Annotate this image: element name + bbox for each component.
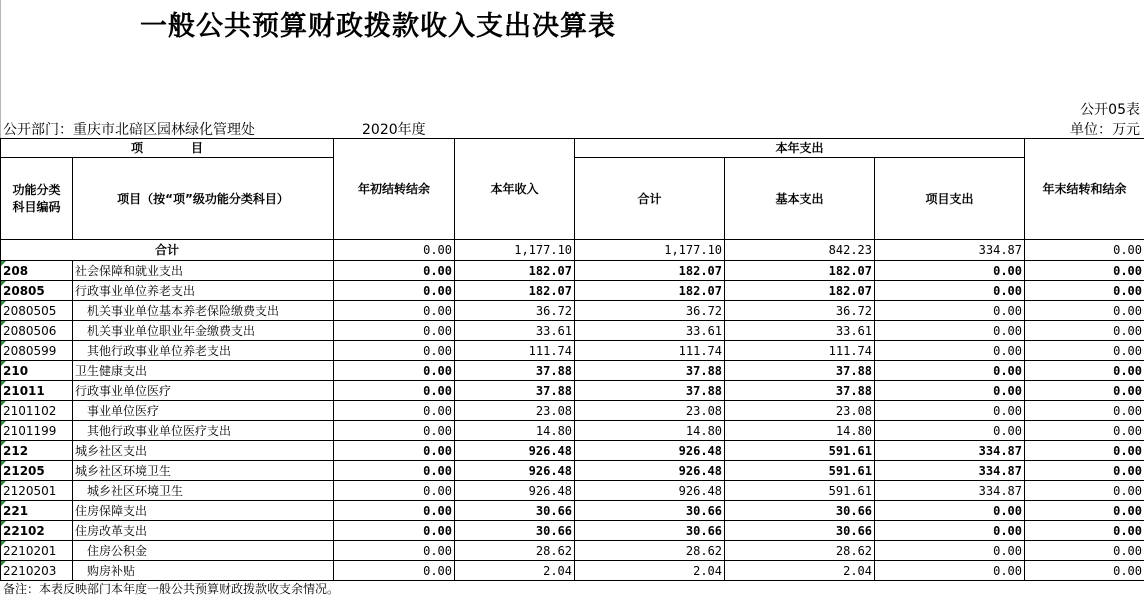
row-project: 0.00 (875, 401, 1025, 421)
total-end-balance: 0.00 (1025, 240, 1144, 261)
row-end-balance: 0.00 (1025, 561, 1144, 581)
row-basic: 111.74 (725, 341, 875, 361)
row-end-balance: 0.00 (1025, 281, 1144, 301)
row-name: 城乡社区支出 (73, 441, 334, 461)
row-code: 2101199 (1, 421, 73, 441)
header-total: 合计 (575, 158, 725, 240)
row-end-balance: 0.00 (1025, 461, 1144, 481)
table-row (1, 321, 1144, 341)
header-item: 项目（按“项”级功能分类科目） (73, 158, 334, 240)
total-basic: 842.23 (725, 240, 875, 261)
row-expense: 926.48 (575, 481, 725, 501)
row-end-balance: 0.00 (1025, 321, 1144, 341)
row-name: 其他行政事业单位养老支出 (73, 341, 334, 361)
row-project: 0.00 (875, 321, 1025, 341)
row-expense: 111.74 (575, 341, 725, 361)
row-income: 2.04 (455, 561, 575, 581)
table-row (1, 401, 1144, 421)
row-project: 334.87 (875, 461, 1025, 481)
header-row-1 (1, 139, 1144, 158)
row-begin-balance: 0.00 (334, 461, 455, 481)
row-expense: 30.66 (575, 521, 725, 541)
row-expense: 23.08 (575, 401, 725, 421)
row-income: 926.48 (455, 441, 575, 461)
row-name: 住房保障支出 (73, 501, 334, 521)
row-name: 城乡社区环境卫生 (73, 481, 334, 501)
total-income: 1,177.10 (455, 240, 575, 261)
row-basic: 30.66 (725, 521, 875, 541)
year-label: 2020年度 (362, 122, 426, 138)
row-income: 14.80 (455, 421, 575, 441)
row-end-balance: 0.00 (1025, 341, 1144, 361)
row-basic: 182.07 (725, 281, 875, 301)
row-income: 182.07 (455, 281, 575, 301)
row-end-balance: 0.00 (1025, 541, 1144, 561)
row-expense: 926.48 (575, 461, 725, 481)
row-expense: 36.72 (575, 301, 725, 321)
table-row (1, 281, 1144, 301)
department-label: 公开部门：重庆市北碚区园林绿化管理处 (3, 122, 255, 138)
row-code: 21205 (1, 461, 73, 481)
table-row (1, 341, 1144, 361)
total-begin-balance: 0.00 (334, 240, 455, 261)
row-begin-balance: 0.00 (334, 301, 455, 321)
row-name: 住房公积金 (73, 541, 334, 561)
budget-table (0, 138, 1144, 581)
row-income: 30.66 (455, 501, 575, 521)
table-row (1, 521, 1144, 541)
header-basic: 基本支出 (725, 158, 875, 240)
row-basic: 28.62 (725, 541, 875, 561)
row-basic: 37.88 (725, 361, 875, 381)
row-name: 社会保障和就业支出 (73, 261, 334, 281)
row-project: 0.00 (875, 361, 1025, 381)
row-code: 212 (1, 441, 73, 461)
row-code: 2101102 (1, 401, 73, 421)
row-income: 111.74 (455, 341, 575, 361)
row-begin-balance: 0.00 (334, 521, 455, 541)
report-title: 一般公共预算财政拨款收入支出决算表 (140, 11, 616, 42)
row-project: 0.00 (875, 541, 1025, 561)
row-expense: 182.07 (575, 261, 725, 281)
row-begin-balance: 0.00 (334, 541, 455, 561)
row-basic: 30.66 (725, 501, 875, 521)
row-name: 事业单位医疗 (73, 401, 334, 421)
row-end-balance: 0.00 (1025, 481, 1144, 501)
table-row (1, 301, 1144, 321)
row-name: 住房改革支出 (73, 521, 334, 541)
row-expense: 14.80 (575, 421, 725, 441)
row-code: 208 (1, 261, 73, 281)
row-code: 2080599 (1, 341, 73, 361)
row-begin-balance: 0.00 (334, 421, 455, 441)
row-project: 0.00 (875, 521, 1025, 541)
row-begin-balance: 0.00 (334, 561, 455, 581)
row-begin-balance: 0.00 (334, 401, 455, 421)
sheet-left-border (0, 0, 1, 138)
row-name: 卫生健康支出 (73, 361, 334, 381)
row-code: 20805 (1, 281, 73, 301)
row-income: 33.61 (455, 321, 575, 341)
row-end-balance: 0.00 (1025, 441, 1144, 461)
row-code: 2210203 (1, 561, 73, 581)
row-income: 926.48 (455, 461, 575, 481)
row-expense: 182.07 (575, 281, 725, 301)
row-project: 0.00 (875, 421, 1025, 441)
row-end-balance: 0.00 (1025, 401, 1144, 421)
row-basic: 23.08 (725, 401, 875, 421)
row-expense: 37.88 (575, 361, 725, 381)
row-project: 0.00 (875, 341, 1025, 361)
row-code: 210 (1, 361, 73, 381)
total-label: 合计 (1, 240, 334, 261)
row-basic: 182.07 (725, 261, 875, 281)
row-income: 37.88 (455, 361, 575, 381)
row-basic: 2.04 (725, 561, 875, 581)
table-row (1, 501, 1144, 521)
row-begin-balance: 0.00 (334, 501, 455, 521)
row-end-balance: 0.00 (1025, 521, 1144, 541)
footnote: 备注：本表反映部门本年度一般公共预算财政拨款收支余情况。 (3, 582, 340, 596)
row-basic: 36.72 (725, 301, 875, 321)
row-code: 2120501 (1, 481, 73, 501)
row-begin-balance: 0.00 (334, 481, 455, 501)
row-income: 23.08 (455, 401, 575, 421)
row-basic: 37.88 (725, 381, 875, 401)
row-begin-balance: 0.00 (334, 381, 455, 401)
row-begin-balance: 0.00 (334, 261, 455, 281)
row-basic: 14.80 (725, 421, 875, 441)
row-project: 334.87 (875, 441, 1025, 461)
row-project: 0.00 (875, 281, 1025, 301)
row-expense: 30.66 (575, 501, 725, 521)
row-end-balance: 0.00 (1025, 261, 1144, 281)
total-project: 334.87 (875, 240, 1025, 261)
row-begin-balance: 0.00 (334, 361, 455, 381)
table-row (1, 421, 1144, 441)
table-row (1, 561, 1144, 581)
row-end-balance: 0.00 (1025, 381, 1144, 401)
row-end-balance: 0.00 (1025, 361, 1144, 381)
row-code: 2080506 (1, 321, 73, 341)
row-project: 0.00 (875, 261, 1025, 281)
header-begin-balance: 年初结转结余 (334, 139, 455, 240)
header-end-balance: 年末结转和结余 (1025, 139, 1144, 240)
row-income: 30.66 (455, 521, 575, 541)
row-code: 2210201 (1, 541, 73, 561)
row-income: 182.07 (455, 261, 575, 281)
table-row (1, 461, 1144, 481)
header-code: 功能分类 科目编码 (1, 158, 73, 240)
header-income: 本年收入 (455, 139, 575, 240)
row-name: 行政事业单位养老支出 (73, 281, 334, 301)
row-name: 行政事业单位医疗 (73, 381, 334, 401)
row-expense: 926.48 (575, 441, 725, 461)
row-code: 2080505 (1, 301, 73, 321)
row-begin-balance: 0.00 (334, 321, 455, 341)
row-project: 0.00 (875, 501, 1025, 521)
row-project: 0.00 (875, 561, 1025, 581)
row-name: 机关事业单位职业年金缴费支出 (73, 321, 334, 341)
table-row (1, 361, 1144, 381)
row-project: 0.00 (875, 301, 1025, 321)
table-row (1, 541, 1144, 561)
header-item-group: 项 目 (1, 139, 334, 158)
row-income: 28.62 (455, 541, 575, 561)
total-expense: 1,177.10 (575, 240, 725, 261)
form-number: 公开05表 (1080, 102, 1140, 118)
row-basic: 591.61 (725, 461, 875, 481)
row-expense: 28.62 (575, 541, 725, 561)
header-expense-group: 本年支出 (575, 139, 1025, 158)
row-begin-balance: 0.00 (334, 281, 455, 301)
row-end-balance: 0.00 (1025, 501, 1144, 521)
row-name: 城乡社区环境卫生 (73, 461, 334, 481)
table-row (1, 481, 1144, 501)
row-income: 37.88 (455, 381, 575, 401)
row-income: 36.72 (455, 301, 575, 321)
row-begin-balance: 0.00 (334, 441, 455, 461)
row-code: 21011 (1, 381, 73, 401)
row-code: 22102 (1, 521, 73, 541)
row-basic: 591.61 (725, 441, 875, 461)
row-name: 机关事业单位基本养老保险缴费支出 (73, 301, 334, 321)
row-project: 0.00 (875, 381, 1025, 401)
row-expense: 33.61 (575, 321, 725, 341)
unit-label: 单位：万元 (1070, 122, 1140, 138)
row-name: 其他行政事业单位医疗支出 (73, 421, 334, 441)
row-end-balance: 0.00 (1025, 421, 1144, 441)
row-project: 334.87 (875, 481, 1025, 501)
table-row (1, 441, 1144, 461)
row-name: 购房补贴 (73, 561, 334, 581)
row-end-balance: 0.00 (1025, 301, 1144, 321)
row-income: 926.48 (455, 481, 575, 501)
row-expense: 2.04 (575, 561, 725, 581)
total-row (1, 240, 1144, 261)
row-basic: 33.61 (725, 321, 875, 341)
row-expense: 37.88 (575, 381, 725, 401)
row-code: 221 (1, 501, 73, 521)
table-row (1, 261, 1144, 281)
row-begin-balance: 0.00 (334, 341, 455, 361)
header-project: 项目支出 (875, 158, 1025, 240)
table-row (1, 381, 1144, 401)
row-basic: 591.61 (725, 481, 875, 501)
